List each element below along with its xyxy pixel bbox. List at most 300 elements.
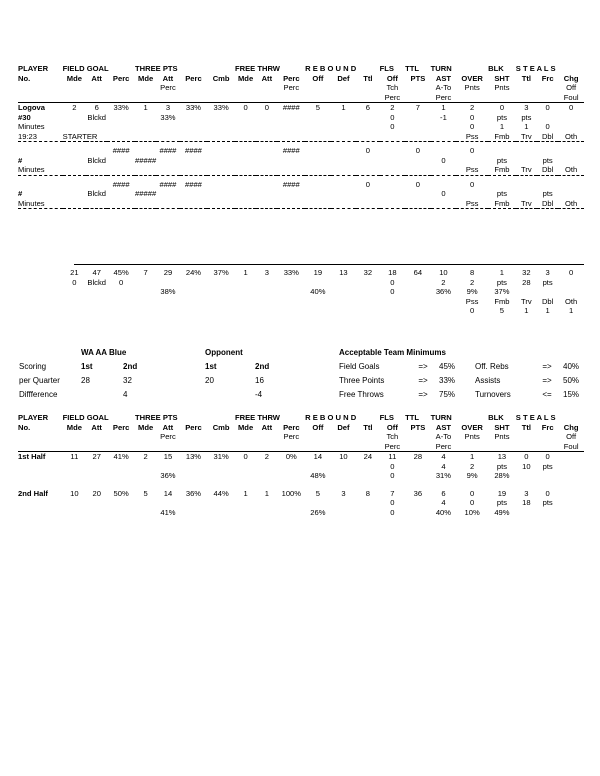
half2-fg-att: 20 — [92, 488, 101, 498]
totals-table — [18, 268, 584, 316]
hdr4-steal-foul: Foul — [563, 92, 579, 102]
half2-fg-mde: 10 — [70, 488, 79, 498]
h-col-fls: FLS — [379, 413, 394, 422]
totals-fg-mde: 21 — [70, 268, 79, 277]
h-hdr-turn-over: OVER — [461, 422, 483, 432]
halves-section — [18, 413, 584, 517]
player-turn-detail-2: 1 — [524, 122, 529, 131]
h-hdr-no: No. — [18, 422, 31, 432]
empty-player-row-sub-2 — [18, 189, 584, 199]
totals-turn-label-0: Pss — [465, 296, 479, 306]
h-hdr3-turn-pnts: Pnts — [464, 432, 480, 441]
minimums-title: Acceptable Team Minimums — [339, 348, 446, 357]
half1-tp-perc: 13% — [185, 452, 202, 461]
player-fls-off: 2 — [390, 103, 395, 112]
totals-tp-cmb: 37% — [213, 268, 229, 277]
half1-ast-ato: 4 — [441, 461, 446, 471]
team-q2-value: 32 — [123, 376, 132, 385]
half1-tp-mde: 2 — [143, 452, 148, 461]
half2-fls-zero2: 0 — [390, 507, 395, 517]
half-label-1: 1st Half — [18, 452, 46, 461]
player-steal-ttl: 3 — [524, 103, 529, 112]
h-hdr-ft-att: Att — [261, 422, 273, 432]
halves-table — [18, 413, 584, 517]
h-hdr4-ast-perc: Perc — [435, 441, 452, 451]
totals-turn-label-4: Oth — [565, 296, 578, 306]
scoring-q2-header: 2nd — [123, 362, 138, 371]
hdr3-fls-tch: Tch — [386, 83, 399, 92]
half2-turn-pts-label: pts — [496, 498, 507, 507]
totals-steal-chg: 0 — [569, 268, 574, 277]
header-row-2 — [18, 74, 584, 84]
h-hdr-steal-frc: Frc — [541, 422, 554, 432]
empty-tp-cmb-1: #### — [185, 146, 202, 155]
half-row-sub2-1 — [18, 471, 584, 481]
player-row-sub3 — [18, 132, 584, 142]
h-hdr3-reb-perc — [305, 432, 331, 442]
empty-tp-cmb-2: #### — [185, 179, 202, 189]
player-ft-perc: #### — [282, 103, 300, 112]
h-hdr3-blk-pnts: Pnts — [494, 432, 510, 441]
player-ft-mde: 0 — [243, 103, 248, 112]
player-minutes-label: Minutes — [18, 122, 45, 131]
totals-shot-perc: 37% — [494, 287, 510, 296]
player-ast: 1 — [441, 103, 446, 112]
halves-header-row-3 — [18, 432, 584, 442]
opp-q2-value: 16 — [255, 376, 264, 385]
totals-steal-frc: 3 — [545, 268, 550, 277]
header-row-1 — [18, 64, 584, 74]
hdr-ft-att: Att — [261, 73, 273, 83]
team-name: WA AA Blue — [81, 348, 127, 357]
col-field-goal: FIELD GOAL — [62, 64, 109, 73]
half1-fg-perc: 41% — [113, 452, 129, 461]
player-minutes-value: 19:23 — [18, 131, 38, 141]
col-player: PLAYER — [18, 64, 49, 73]
halves-header-row-4 — [18, 442, 584, 452]
h-hdr4-fls-perc: Perc — [384, 441, 401, 451]
h-col-three-pts: THREE PTS — [134, 413, 178, 422]
half1-fls-zero: 0 — [390, 461, 395, 471]
empty-turn-lbl-2-4: Oth — [565, 198, 578, 208]
half2-shot-pts-label: pts — [542, 498, 553, 507]
half2-tp-perc: 36% — [185, 488, 202, 498]
empty-shot-pts-2: pts — [542, 189, 553, 198]
hdr3-steal-off: Off — [566, 83, 577, 92]
half2-ast-ato: 4 — [441, 498, 446, 507]
empty-reb-ttl-1: 0 — [365, 146, 371, 155]
totals-ast-ato: 2 — [441, 277, 446, 287]
hdr-reb-def: Def — [337, 73, 350, 83]
min-right-value-0: 40% — [563, 362, 580, 371]
half1-ast: 4 — [441, 452, 446, 461]
player-name: Logova — [18, 103, 46, 112]
player-row-sub1 — [18, 113, 584, 123]
empty-ast-1: 0 — [441, 155, 446, 165]
empty-ast-2: 0 — [441, 189, 446, 198]
h-hdr-tp-cmb: Cmb — [212, 422, 230, 432]
half2-ft-perc: 100% — [281, 488, 302, 498]
hdr-fg-att: Att — [91, 73, 102, 83]
hdr-tp-perc: Perc — [185, 73, 202, 83]
half2-ast: 6 — [441, 488, 446, 498]
totals-row-labels — [18, 297, 584, 307]
scoring-row-2 — [18, 374, 598, 388]
empty-turn-lbl-1-0: Pss — [465, 165, 479, 174]
half1-ft-att: 2 — [264, 452, 269, 461]
player-turn-label-0: Pss — [465, 131, 479, 141]
totals-ft-att: 3 — [264, 268, 269, 277]
half2-reb-ttl: 8 — [365, 488, 371, 498]
half2-tp-att: 14 — [163, 488, 173, 498]
half1-shot-perc: 28% — [494, 471, 510, 480]
h-hdr-ft-mde: Mde — [237, 422, 254, 432]
totals-shot-pnts: 28 — [522, 277, 531, 287]
hdr3-ast-ato: A-To — [435, 83, 452, 92]
min-left-label-1: Three Points — [339, 376, 385, 385]
hdr-fg-perc: Perc — [112, 73, 130, 83]
totals-blkd-label: Blckd — [87, 277, 106, 287]
empty-shot-pts-1: pts — [542, 155, 553, 165]
half-row-main-1 — [18, 452, 584, 462]
empty-turn-lbl-2-0: Pss — [465, 198, 479, 208]
h-hdr-reb-ttl: Ttl — [363, 422, 373, 432]
totals-reb-ttl: 32 — [363, 268, 373, 277]
h-col-player: PLAYER — [18, 413, 49, 422]
half2-steal-frc: 0 — [545, 488, 550, 498]
hdr-reb-ttl: Ttl — [363, 73, 373, 83]
h-hdr-reb-off: Off — [312, 422, 324, 432]
empty-blkd-label-1: Blckd — [87, 155, 106, 165]
empty-turn-over-2: 0 — [470, 179, 475, 189]
min-left-value-0: 45% — [439, 362, 456, 371]
half-row-main-2 — [18, 489, 584, 499]
totals-turn-val-4: 1 — [569, 306, 574, 315]
min-left-label-2: Free Throws — [339, 390, 384, 399]
hdr-steal-frc: Frc — [541, 73, 554, 83]
h-col-field-goal: FIELD GOAL — [62, 413, 109, 422]
diff-q2-value: -4 — [255, 390, 263, 399]
totals-ast: 10 — [439, 268, 448, 277]
half1-fg-mde: 11 — [70, 452, 79, 461]
half2-steal-ttl: 3 — [524, 488, 529, 498]
totals-turn-over: 8 — [470, 268, 475, 277]
col-ttl: TTL — [405, 64, 420, 73]
empty-tp-att-1: #### — [159, 146, 177, 155]
empty-minutes-2: Minutes — [18, 198, 45, 208]
h-hdr3-tp-perc: Perc — [160, 432, 176, 441]
player-fg-att: 6 — [94, 103, 99, 112]
player-row-main — [18, 103, 584, 113]
empty-number-1: # — [18, 155, 23, 165]
player-fg-perc: 33% — [113, 103, 129, 112]
totals-shot-pts-label: pts — [542, 277, 553, 287]
totals-turn-label-3: Dbl — [541, 296, 554, 306]
empty-turn-pts-1: pts — [496, 155, 507, 165]
totals-fls-tch: 0 — [390, 277, 395, 287]
h-hdr-tp-perc: Perc — [185, 422, 202, 432]
half2-ast-perc: 40% — [435, 507, 452, 517]
min-right-value-1: 50% — [563, 376, 580, 385]
totals-turn-label-2: Trv — [521, 296, 532, 306]
empty-number-2: # — [18, 189, 23, 198]
hdr-blk-sht: SHT — [494, 73, 510, 83]
h-hdr-steal-ttl: Ttl — [521, 422, 532, 432]
player-pts: 7 — [415, 103, 421, 112]
hdr-fls-off: Off — [386, 73, 398, 83]
half1-turn-pts-label: pts — [496, 461, 507, 471]
hdr4-fls-perc: Perc — [384, 92, 401, 102]
half-row-sub2-2 — [18, 508, 584, 518]
hdr-no: No. — [18, 73, 31, 83]
opp-q2-header: 2nd — [255, 362, 270, 371]
totals-steal-ttl: 32 — [522, 268, 531, 277]
totals-reb-def: 13 — [339, 268, 348, 277]
header-row-4 — [18, 93, 584, 103]
half1-tp-att: 15 — [163, 452, 173, 461]
h-hdr-fg-perc: Perc — [112, 422, 130, 432]
empty-reb-ttl-2: 0 — [365, 179, 371, 189]
empty-ft-perc-2: #### — [282, 179, 300, 189]
half2-fls-off: 7 — [390, 488, 395, 498]
half2-tp-mde: 5 — [143, 488, 148, 498]
scoring-row-3 — [18, 388, 598, 402]
col-rebound: R E B O U N D — [305, 64, 357, 73]
hdr-ft-mde: Mde — [237, 73, 254, 83]
min-left-value-2: 75% — [439, 390, 456, 399]
player-ast-ato: -1 — [440, 112, 447, 122]
half1-turn-over: 1 — [470, 452, 475, 461]
half1-ast-perc: 31% — [435, 471, 452, 480]
hdr-pts: PTS — [410, 73, 426, 83]
hdr-fg-mde: Mde — [66, 73, 82, 83]
half1-shot-pts-label: pts — [542, 461, 553, 471]
player-turn-pts-label: pts — [496, 112, 507, 122]
h-hdr-fg-att: Att — [91, 422, 102, 432]
half1-reb-off-perc: 48% — [310, 471, 326, 480]
hdr-tp-cmb: Cmb — [212, 73, 230, 83]
empty-ft-perc-1: #### — [282, 146, 300, 155]
scoring-label-2: Diffference — [19, 390, 58, 399]
hdr-tp-att: Att — [162, 73, 174, 83]
totals-turn-val-3: 1 — [545, 306, 550, 315]
hdr3-blank — [18, 83, 63, 93]
empty-turn-lbl-1-3: Dbl — [541, 165, 554, 174]
top-section — [18, 64, 584, 209]
hdr3-tp-perc: Perc — [160, 83, 176, 92]
h-hdr3-fls-tch: Tch — [386, 432, 399, 441]
totals-reb-off-perc: 40% — [310, 287, 326, 296]
h-col-rebound: R E B O U N D — [305, 413, 357, 422]
player-fls-zero: 0 — [390, 122, 395, 131]
totals-turn-val-0: 0 — [470, 306, 475, 315]
header-row-3 — [18, 83, 584, 93]
half1-steal-frc: 0 — [545, 452, 550, 461]
player-tp-mde: 1 — [143, 103, 148, 112]
empty-turn-lbl-2-3: Dbl — [541, 198, 554, 208]
hdr3-reb-perc — [305, 83, 331, 93]
empty-tp-perc-2: ##### — [135, 189, 157, 198]
hdr-steal-chg: Chg — [563, 73, 579, 83]
player-tp-perc2: 33% — [160, 112, 176, 122]
half2-blk-sht: 19 — [497, 488, 507, 498]
h-hdr-ast: AST — [435, 422, 452, 432]
hdr3-blk-pnts: Pnts — [494, 83, 510, 92]
hdr-turn-over: OVER — [461, 73, 483, 83]
totals-row-values — [18, 306, 584, 316]
player-turn-label-2: Trv — [521, 131, 532, 141]
h-hdr4-steal-foul: Foul — [563, 441, 579, 451]
scoring-label-1: per Quarter — [19, 376, 60, 385]
player-turn-detail-0: 0 — [470, 122, 475, 131]
scoring-row-1 — [18, 360, 598, 374]
half2-reb-off-perc: 26% — [310, 507, 326, 517]
player-turn-label-4: Oth — [565, 131, 578, 141]
h-hdr-tp-mde: Mde — [138, 422, 154, 432]
min-right-label-2: Turnovers — [475, 390, 511, 399]
scoring-q1-header: 1st — [81, 362, 93, 371]
empty-tp-att-2: #### — [159, 179, 177, 189]
totals-rule — [74, 264, 584, 265]
player-tp-cmb: 33% — [213, 103, 229, 112]
hdr4-ast-perc: Perc — [435, 92, 452, 102]
totals-fg-att: 47 — [92, 268, 101, 277]
col-three-pts: THREE PTS — [134, 64, 178, 73]
scoring-label-0: Scoring — [19, 362, 47, 371]
col-turn: TURN — [430, 64, 452, 73]
totals-blk-sht: 1 — [499, 268, 505, 277]
min-left-label-0: Field Goals — [339, 362, 380, 371]
totals-ast-perc: 36% — [435, 287, 452, 296]
half2-turn-perc: 10% — [464, 507, 480, 517]
player-steal-frc: 0 — [545, 103, 550, 112]
scoring-header-row — [18, 346, 598, 360]
half2-turn-over: 0 — [470, 488, 475, 498]
empty-player-row-main-1 — [18, 146, 584, 156]
empty-turn-over-1: 0 — [470, 146, 475, 155]
half2-pts: 36 — [413, 488, 423, 498]
half2-shot-pnts: 18 — [522, 498, 531, 507]
min-right-arrow-1: => — [542, 376, 552, 385]
empty-tp-perc-1: ##### — [135, 155, 157, 165]
totals-blkd-val: 0 — [72, 277, 77, 287]
h-hdr3-ft-perc: Perc — [283, 432, 300, 441]
min-left-arrow-0: => — [418, 362, 428, 371]
half1-ft-perc: 0% — [285, 452, 297, 461]
min-right-arrow-0: => — [542, 362, 552, 371]
scoring-minimums-section — [18, 346, 584, 402]
player-fg-mde: 2 — [72, 103, 77, 112]
min-right-label-1: Assists — [475, 376, 501, 385]
player-blk-sht: 0 — [499, 103, 505, 112]
totals-pts: 64 — [413, 268, 423, 277]
player-turn-label-1: Fmb — [494, 131, 510, 141]
empty-turn-pts-2: pts — [496, 189, 507, 198]
totals-turn-label-1: Fmb — [494, 296, 510, 306]
totals-row-sub2 — [18, 287, 584, 297]
col-steals: S T E A L S — [515, 64, 556, 73]
half1-reb-ttl: 24 — [363, 452, 373, 461]
half2-turn-pnts: 0 — [470, 498, 475, 507]
player-turn-over: 2 — [470, 103, 475, 112]
half2-ft-mde: 1 — [243, 488, 248, 498]
diff-q1-value: 4 — [123, 390, 128, 399]
h-col-ttl: TTL — [405, 413, 420, 422]
header-table — [18, 64, 584, 209]
totals-reb-off: 19 — [313, 268, 323, 277]
half2-tp-cmb: 44% — [213, 488, 229, 498]
totals-turn-pnts: 2 — [470, 277, 475, 287]
totals-turn-pts-label: pts — [496, 277, 507, 287]
player-reb-off: 5 — [315, 103, 321, 112]
half1-turn-pnts: 2 — [470, 461, 475, 471]
half1-pts: 28 — [413, 452, 423, 461]
totals-turn-val-2: 1 — [524, 306, 529, 315]
col-free-throw: FREE THRW — [234, 64, 280, 73]
half1-tp-perc2: 36% — [160, 471, 176, 480]
totals-turn-val-1: 5 — [499, 306, 505, 315]
player-shot-pts-label: pts — [521, 112, 532, 122]
empty-fg-perc-2: #### — [112, 179, 130, 189]
half1-fls-off: 11 — [388, 452, 397, 461]
empty-blkd-label-2: Blckd — [87, 189, 106, 198]
totals-tp-att: 29 — [163, 268, 173, 277]
min-right-arrow-2: <= — [542, 390, 552, 399]
player-blkd-label: Blckd — [87, 112, 106, 122]
opponent-label: Opponent — [205, 348, 243, 357]
player-tp-perc: 33% — [185, 103, 202, 112]
hdr-tp-mde: Mde — [138, 73, 154, 83]
half-row-sub1-1 — [18, 462, 584, 472]
half2-reb-def: 3 — [341, 488, 346, 498]
half1-shot-pnts: 10 — [522, 461, 531, 471]
player-fls-tch: 0 — [390, 112, 395, 122]
half1-steal-ttl: 0 — [524, 452, 529, 461]
half1-tp-cmb: 31% — [213, 452, 229, 461]
scoring-table — [18, 346, 598, 402]
min-left-arrow-2: => — [418, 390, 428, 399]
opp-q1-header: 1st — [205, 362, 217, 371]
col-fls: FLS — [379, 64, 394, 73]
half2-ft-att: 1 — [264, 488, 269, 498]
min-right-label-0: Off. Rebs — [475, 362, 509, 371]
player-turn-detail-3: 0 — [545, 122, 550, 131]
h-hdr3-steal-off: Off — [566, 432, 577, 441]
totals-ft-perc: 33% — [283, 268, 299, 277]
h-col-free-throw: FREE THRW — [234, 413, 280, 422]
player-steal-chg: 0 — [569, 103, 574, 112]
h-col-turn: TURN — [430, 413, 452, 422]
totals-row-sub1 — [18, 278, 584, 288]
player-tp-att: 3 — [165, 103, 171, 112]
h-hdr-fls-off: Off — [386, 422, 398, 432]
player-role: STARTER — [62, 131, 98, 141]
empty-minutes-1: Minutes — [18, 165, 45, 174]
empty-pts-2: 0 — [415, 179, 421, 189]
hdr3-turn-pnts: Pnts — [464, 83, 480, 92]
min-left-arrow-1: => — [418, 376, 428, 385]
empty-turn-lbl-1-2: Trv — [521, 165, 532, 174]
h-hdr-pts: PTS — [410, 422, 426, 432]
empty-turn-lbl-1-1: Fmb — [494, 165, 510, 174]
half2-shot-perc: 49% — [494, 507, 510, 517]
h-col-blk: BLK — [488, 413, 504, 422]
totals-turn-perc: 9% — [466, 287, 478, 296]
halves-header-row-1 — [18, 413, 584, 423]
half1-fls-zero2: 0 — [390, 471, 395, 480]
min-left-value-1: 33% — [439, 376, 456, 385]
totals-fls-zero: 0 — [390, 287, 395, 296]
